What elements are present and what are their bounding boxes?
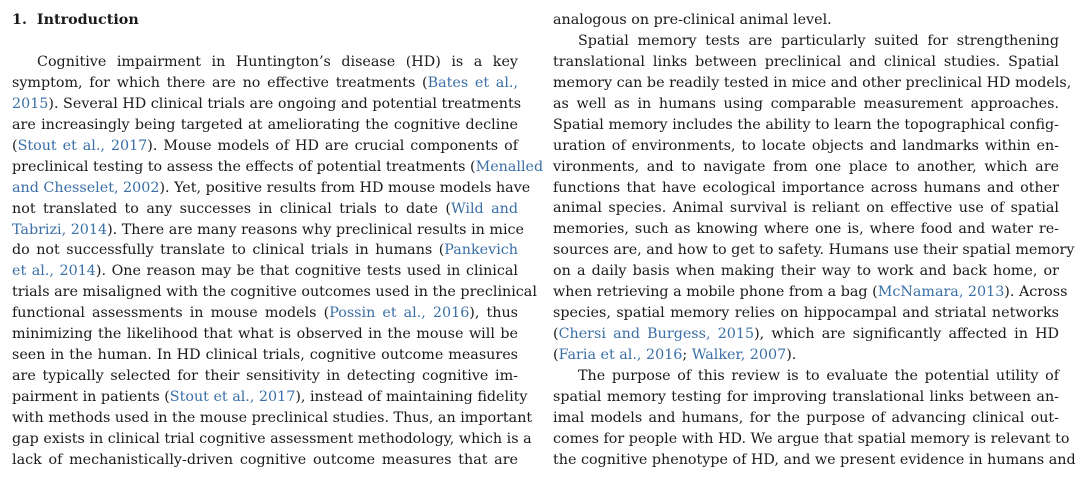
right-column	[553, 10, 1076, 471]
text-line: analogous on pre-clinical animal level.	[553, 12, 832, 28]
text-line: (Stout et al., 2017). Mouse models of HD are crucial components of	[12, 137, 518, 154]
text-line: symptom, for which there are no effective treatments (Bates et al.,	[12, 74, 518, 91]
citation-link[interactable]: Tabrizi, 2014	[12, 221, 108, 238]
text-line: as well as in humans using comparable measurement approaches.	[553, 95, 1059, 112]
text-line: Cognitive impairment in Huntington’s disease (HD) is a key	[37, 54, 518, 70]
text-line: seen in the human. In HD clinical trials, cognitive outcome measures	[12, 347, 518, 364]
right-column-body	[553, 10, 1076, 471]
text-line: lack of mechanistically-driven cognitive outcome measures that are	[12, 451, 518, 468]
text-line: when retrieving a mobile phone from a bag (McNamara, 2013). Across	[553, 284, 1068, 301]
text-line: et al., 2014). One reason may be that cognitive tests used in clinical	[12, 263, 518, 280]
text-line: the cognitive phenotype of HD, and we present evidence in humans and	[553, 451, 1076, 468]
text-line: animal species. Animal survival is reliant on effective use of spatial	[553, 200, 1059, 217]
text-line: do not successfully translate to clinical trials in humans (Pankevich	[12, 242, 518, 259]
text-line: are typically selected for their sensitivity in detecting cognitive im-	[12, 368, 518, 385]
citation-link[interactable]: Pankevich	[444, 242, 518, 259]
text-line: preclinical testing to assess the effects of potential treatments (Menalled	[12, 158, 544, 175]
text-line: gap exists in clinical trial cognitive assessment methodology, which is a	[12, 430, 532, 447]
citation-link[interactable]: Wild and	[450, 200, 519, 217]
section-title: Introduction	[36, 12, 139, 28]
text-line: comes for people with HD. We argue that spatial memory is relevant to	[553, 430, 1070, 447]
text-line: functional assessments in mouse models (Possin et al., 2016), thus	[12, 305, 518, 322]
section-number: 1.	[12, 12, 27, 28]
text-line: memories, such as knowing where one is, where food and water re-	[553, 221, 1059, 238]
citation-link[interactable]: Stout et al., 2017	[17, 137, 148, 154]
text-line: are increasingly being targeted at ameliorating the cognitive decline	[12, 116, 518, 133]
text-line: The purpose of this review is to evaluate the potential utility of	[578, 367, 1059, 384]
citation-link[interactable]: Stout et al., 2017	[169, 389, 296, 405]
text-line: and Chesselet, 2002). Yet, positive results from HD mouse models have	[12, 179, 531, 196]
text-line: vironments, and to navigate from one place to another, which are	[553, 158, 1059, 175]
text-line: Spatial memory includes the ability to learn the topographical config-	[553, 116, 1059, 133]
text-line: on a daily basis when making their way to work and back home, or	[553, 263, 1059, 280]
text-line: minimizing the likelihood that what is observed in the mouse will be	[12, 326, 518, 343]
text-line: with methods used in the mouse preclinical studies. Thus, an important	[12, 409, 533, 426]
citation-link[interactable]: Faria et al., 2016	[558, 347, 683, 363]
citation-link[interactable]: Possin et al., 2016	[329, 305, 470, 322]
text-line: sources are, and how to get to safety. Humans use their spatial memory	[553, 242, 1075, 259]
citation-link[interactable]: Menalled	[475, 158, 544, 175]
text-line: translational links between preclinical and clinical studies. Spatial	[553, 53, 1059, 70]
citation-link[interactable]: Bates et al.,	[427, 74, 518, 91]
text-line: 2015). Several HD clinical trials are ongoing and potential treatments	[12, 95, 522, 112]
section-heading	[12, 10, 518, 31]
left-column	[12, 10, 544, 471]
citation-link[interactable]: Walker, 2007	[691, 347, 787, 363]
text-line: Spatial memory tests are particularly suited for strengthening	[578, 32, 1059, 49]
text-line: not translated to any successes in clinical trials to date (Wild and	[12, 200, 519, 217]
text-line: imal models and humans, for the purpose of advancing clinical out-	[553, 409, 1059, 426]
text-line: uration of environments, to locate objects and landmarks within en-	[553, 137, 1059, 154]
citation-link[interactable]: et al., 2014	[12, 263, 96, 280]
text-line: memory can be readily tested in mice and other preclinical HD models,	[553, 74, 1072, 91]
citation-link[interactable]: and Chesselet, 2002	[12, 179, 160, 196]
text-line: species, spatial memory relies on hippocampal and striatal networks	[553, 305, 1059, 322]
text-line: Tabrizi, 2014). There are many reasons why preclinical results in mice	[12, 221, 524, 238]
text-line: pairment in patients (Stout et al., 2017), instead of maintaining fidelity	[12, 389, 528, 405]
citation-link[interactable]: Chersi and Burgess, 2015	[558, 326, 755, 343]
citation-link[interactable]: McNamara, 2013	[877, 284, 1005, 301]
text-line: functions that have ecological importance across humans and other	[553, 179, 1059, 196]
text-line: (Faria et al., 2016; Walker, 2007).	[553, 347, 797, 363]
left-column-body	[12, 52, 544, 471]
text-line: spatial memory testing for improving translational links between an-	[553, 388, 1059, 405]
citation-link[interactable]: 2015	[12, 95, 49, 112]
text-line: trials are misaligned with the cognitive outcomes used in the preclinical	[12, 284, 537, 301]
text-line: (Chersi and Burgess, 2015), which are significantly affected in HD	[553, 326, 1060, 343]
